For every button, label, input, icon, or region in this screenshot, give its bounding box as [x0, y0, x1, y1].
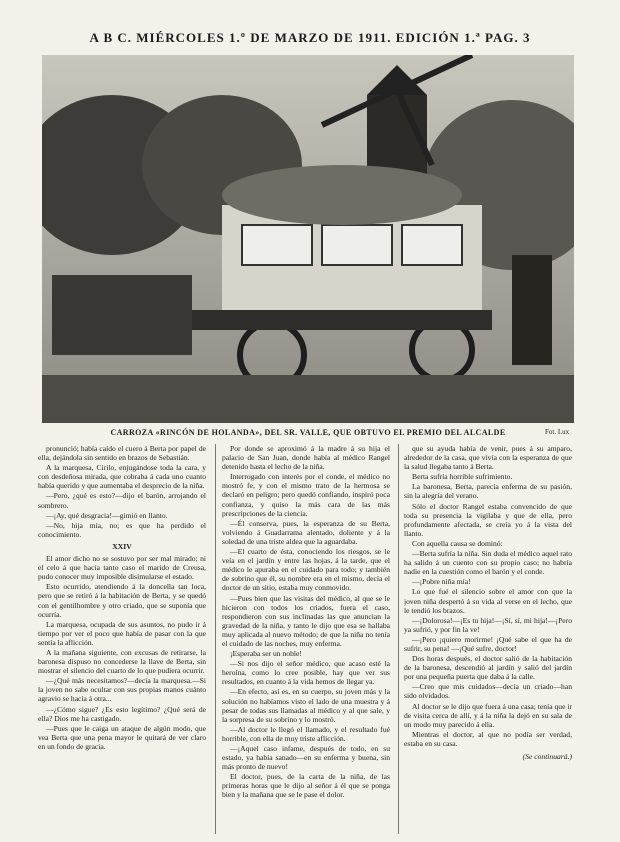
paragraph: Interrogado con interés por el conde, el médico no mostró fe, y con el mismo trato de la hermosa se declaró en peligro; pero quedó confiando, inspiró poca confianza, y quiso la más cara de las más prescripciones de la ciencia.	[222, 472, 390, 518]
paragraph: Por donde se aproximó á la madre á su hija el palacio de San Juan, donde había al médico Rangel detenido hasta el lecho de la niña.	[222, 444, 390, 472]
paragraph: pronunció; había caído el cuero á Berta por papel de ella, dejándola sin sentido en brazos de Sebastián.	[38, 444, 206, 463]
paragraph: —Pero, ¿qué es esto?—dijo el barón, arrojando el sombrero.	[38, 491, 206, 510]
paragraph: —Creo que mis cuidados—decía un criado—han sido olvidados.	[404, 682, 572, 701]
paragraph: Mientras el doctor, al que no podía ser verdad, estaba en su casa.	[404, 729, 572, 748]
paragraph: —¡Pobre niña mía!	[412, 577, 471, 587]
paragraph: El amor dicho no se sostuvo por ser mal mirado; ni el celo á que hacía tanto caso el marido de Creusa, pudo conocer muy imposible disimularse el estado.	[38, 554, 206, 582]
paragraph: Berta sufría horrible sufrimiento.	[412, 472, 513, 482]
continued-note: (Se continuará.)	[522, 752, 572, 761]
paragraph: ¡Esperaba ser un noble!	[230, 649, 302, 659]
paragraph: —Al doctor le llegó el llamado, y el resultado fué horrible, con ella de muy triste aflicción.	[222, 724, 390, 743]
paragraph: La baronesa, Berta, parecía enferma de su pasión, sin la alegría del verano.	[404, 482, 572, 501]
paragraph: —¡Dolorosa!—¡Es tu hija!—¡Sí, sí, mi hija!—¡Pero ya sufrió, y por fin la ve!	[404, 615, 572, 634]
paragraph: —Pues que le caiga un ataque de algún modo, que vea Berta que una pena mayor le quitará de ver claro en un fondo de gracia.	[38, 723, 206, 751]
text-column-3	[404, 444, 572, 832]
chapter-heading: XXIV	[112, 541, 132, 551]
carriage-photo	[42, 55, 574, 423]
paragraph: —Pues bien que las visitas del médico, al que se le hicieron con todos los criados, fuera el caso, respondieron con sus inclinadas las que anuncian la gravedad de la niña, y tanto le dijo que esa se hallaba muy aplicada al nuevo método; de que la niña no tenía el cuidado de las noches, muy enferma.	[222, 593, 390, 648]
text-column-1	[38, 444, 206, 832]
text-column-2	[222, 444, 390, 832]
paragraph: A la mañana siguiente, con excusas de retirarse, la baronesa dispuso no concederse la llave de Berta, sin mostrar el silencio del cuarto de lo que pudiera ocurrir.	[38, 647, 206, 676]
paragraph: —En efecto, así es, en su cuerpo, su joven más y la solución no habíamos visto el lado de una muestra y á pesar de todas sus llamadas al médico y al que sale, y la sorpresa de su sobrino y lo mostró.	[222, 687, 390, 724]
paragraph: —¿Qué más necesitamos?—decía la marquesa.—Si la joven no sabe ocultar con sus propias manos cuánto agravio se hacía á otra...	[38, 676, 206, 704]
paragraph: —Berta sufría la niña. Sin duda el médico aquel rato ha salido á un cuento con su propio caso; no habría nadie en la cuestión como el barón y el conde.	[404, 549, 572, 577]
paragraph: —El cuarto de ésta, conociendo los riesgos, se le veía en el jardín y entre las hojas, á la tarde, que el médico le apuraba en el cuidado para todo; y también de sobrino que él, su nombre era en el mismo, decía el doctor de un sitio, estaba muy conmovido.	[222, 547, 390, 593]
photo-illustration	[42, 55, 574, 423]
column-divider	[398, 444, 399, 834]
paragraph: Sólo el doctor Rangel estaba convencido de que toda su presencia la vigilaba y que de ella, pero profundamente afectada, se creía yo á la vista del llanto.	[404, 501, 572, 538]
paragraph: que su ayuda había de venir, pues á su amparo, alrededor de la casa, que vivía con la esperanza de que la salud llegaba tanto á Berta.	[404, 444, 572, 472]
paragraph: Con aquella causa se dominó:	[412, 538, 503, 548]
paragraph: Lo que fué el silencio sobre el amor con que la joven niña despertó á su vida al verse en el lecho, que le tendió los brazos.	[404, 587, 572, 615]
paragraph: —¡Pero ¡quiero morirme! ¡Qué sabe el que ha de sufrir, su pena! —¡Qué sufre, doctor!	[404, 634, 572, 653]
photo-caption: CARROZA «RINCÓN DE HOLANDA», DEL SR. VALLE, QUE OBTUVO EL PREMIO DEL ALCALDE	[110, 428, 506, 437]
paragraph: —Si nos dijo el señor médico, que acaso esté la heroína, como lo cree posible, hay que ver sus resultados, en cuanto á la vida hemos de llegar ya.	[222, 659, 390, 687]
page-header: A B C. MIÉRCOLES 1.º DE MARZO DE 1911. EDICIÓN 1.ª PAG. 3	[89, 30, 531, 45]
paragraph: La marquesa, ocupada de sus asuntos, no pudo ir á tiempo por ver el poco que había de pasar con la que sentía la aflicción.	[38, 619, 206, 647]
column-divider	[215, 444, 216, 834]
paragraph: —¡Ay, qué desgracia!—gimió en llanto.	[46, 510, 168, 520]
paragraph: —No, hija mía, no; es que ha perdido el conocimiento.	[38, 520, 206, 539]
paragraph: —Él conserva, pues, la esperanza de su Berta, volviendo á Guadarrama alentado, doliente y á la soledad de una triste aldea que la aguardaba.	[222, 518, 390, 546]
paragraph: —¿Cómo sigue? ¿Es esto legítimo? ¿Qué será de ella? Dios me ha castigado.	[38, 704, 206, 723]
paragraph: A la marquesa, Cirilo, enjugándose toda la cara, y con desdeñosa mirada, que cobraba á cada uno cuanto había querido y que aumentaba el desprecio de la niña.	[38, 463, 206, 491]
photo-credit: Fot. Lux	[545, 428, 570, 436]
paragraph: El doctor, pues, de la carta de la niña, de las primeras horas que le dijo al señor á él que se ponga bien y la mañana que se le pase el dolor.	[222, 772, 390, 800]
paragraph: Esto ocurrido, atendiendo á la doncella tan loca, pero que se retiró á la habitación de Berta, y se quedó con el gentilhombre y otro criado, que se suponía que ocurría.	[38, 582, 206, 619]
paragraph: —¡Aquel caso infame, después de todo, en su estado, ya había sanado—en su enferma y buena, sin más pronto de nuevo!	[222, 744, 390, 772]
paragraph: Al doctor se le dijo que fuera á una casa; tenía que ir de visita cerca de allí, y á la niña la dejó en su sala de un modo muy parecido á ella.	[404, 701, 572, 729]
paragraph: Dos horas después, el doctor salió de la habitación de la baronesa, descendió al jardín y salió del jardín por una pequeña puerta que daba á la calle.	[404, 654, 572, 682]
